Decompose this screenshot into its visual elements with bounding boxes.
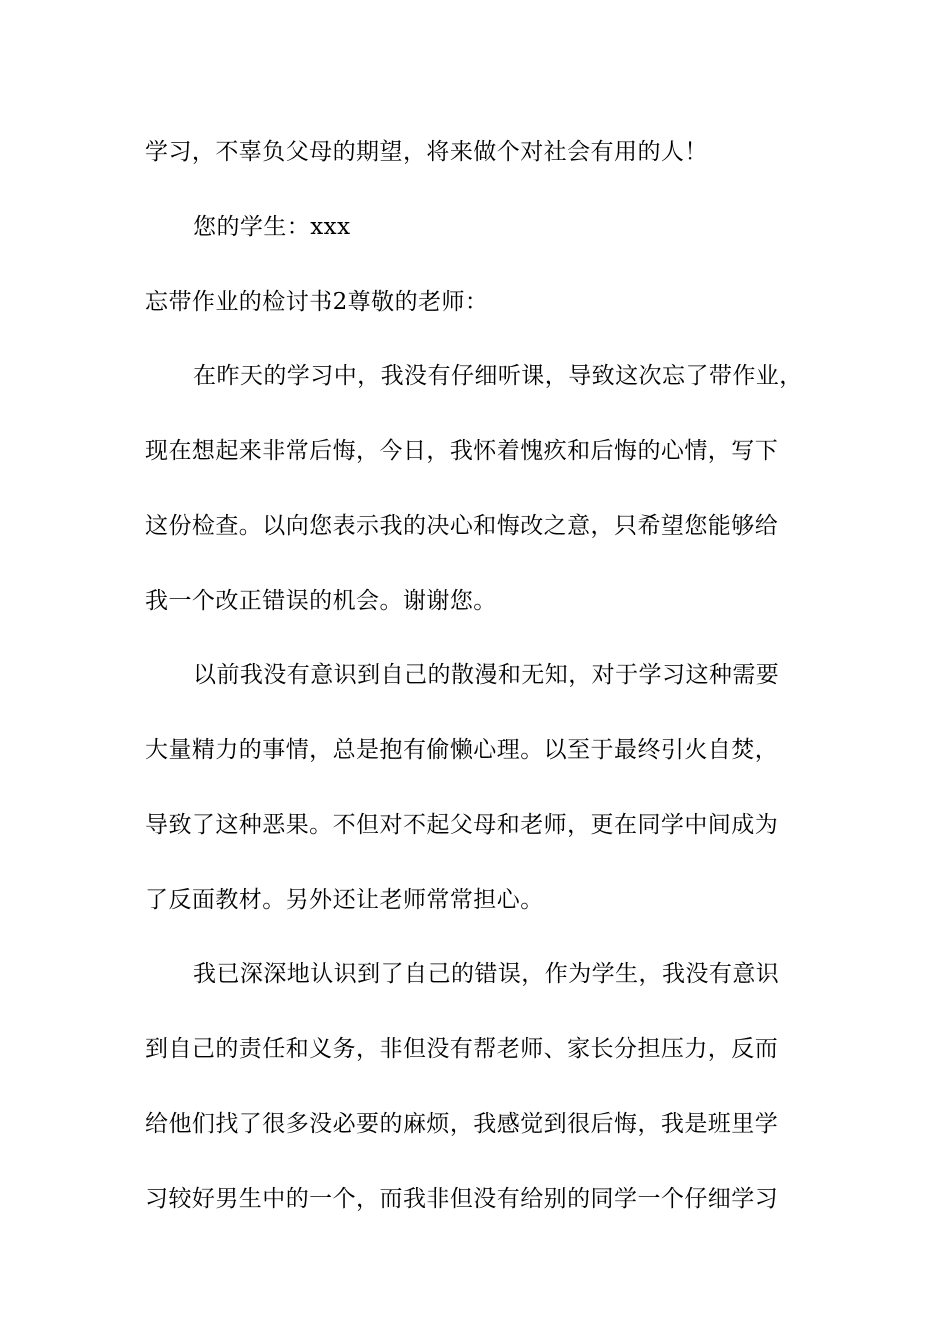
text-line: 了反面教材。另外还让老师常常担心。 [145, 887, 544, 913]
text-line: 习较好男生中的一个，而我非但没有给别的同学一个仔细学习 [145, 1186, 779, 1212]
signature-line: 您的学生：xxx [193, 214, 351, 240]
section-title-line: 忘带作业的检讨书2尊敬的老师： [145, 289, 489, 315]
text-line: 在昨天的学习中，我没有仔细听课，导致这次忘了带作业， [193, 363, 803, 389]
text-line: 学习，不辜负父母的期望，将来做个对社会有用的人！ [145, 139, 708, 165]
text-line: 以前我没有意识到自己的散漫和无知，对于学习这种需要 [193, 662, 780, 688]
text-line: 到自己的责任和义务，非但没有帮老师、家长分担压力，反而 [145, 1036, 779, 1062]
text-line: 大量精力的事情，总是抱有偷懒心理。以至于最终引火自焚， [145, 737, 779, 763]
text-line: 我已深深地认识到了自己的错误，作为学生，我没有意识 [193, 961, 780, 987]
text-line: 导致了这种恶果。不但对不起父母和老师，更在同学中间成为 [145, 812, 779, 838]
text-line: 这份检查。以向您表示我的决心和悔改之意，只希望您能够给 [145, 513, 779, 539]
text-line: 我一个改正错误的机会。谢谢您。 [145, 588, 497, 614]
text-line: 给他们找了很多没必要的麻烦，我感觉到很后悔，我是班里学 [145, 1111, 779, 1137]
text-line: 现在想起来非常后悔，今日，我怀着愧疚和后悔的心情，写下 [145, 438, 779, 464]
